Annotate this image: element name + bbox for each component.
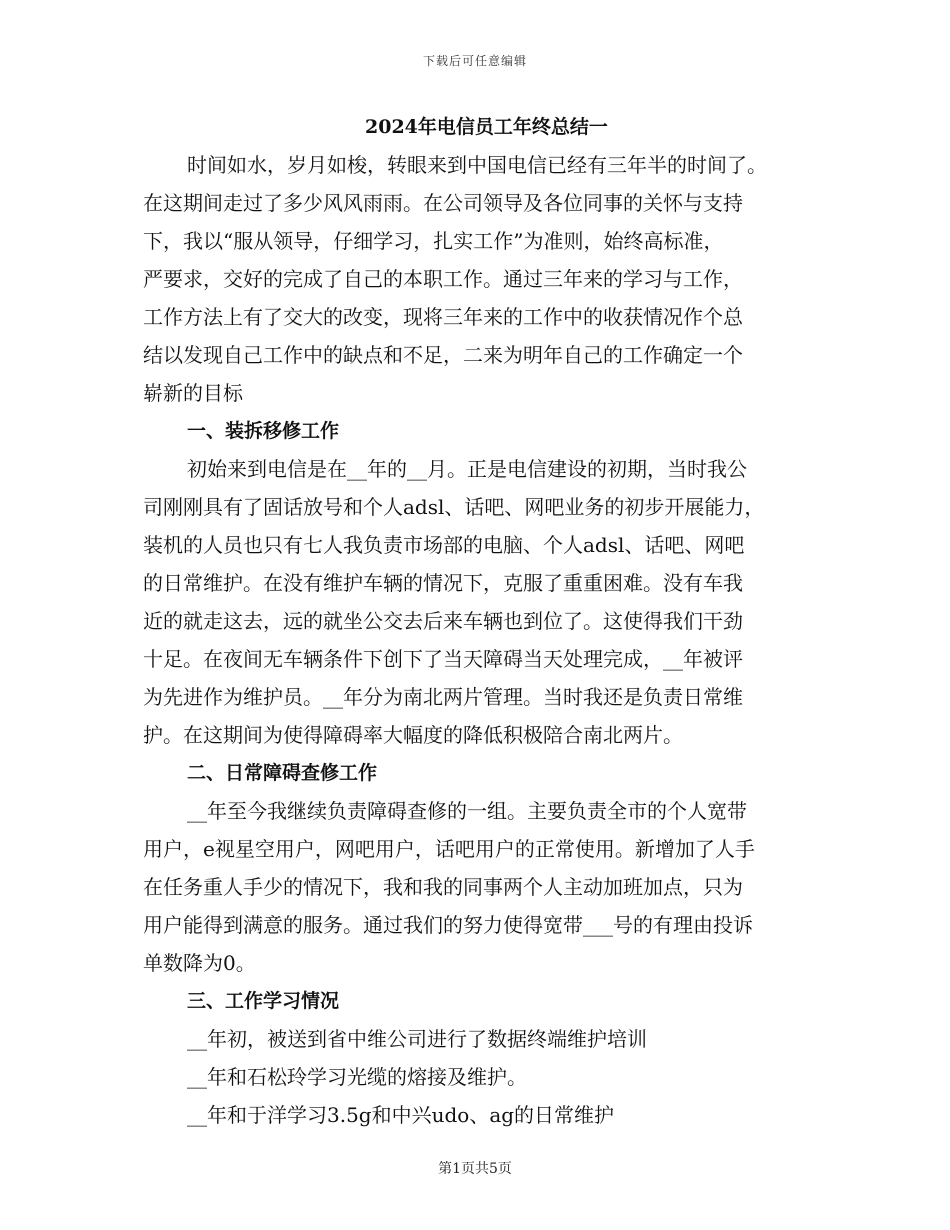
- text-line: __年至今我继续负责障碍查修的一组。主要负责全市的个人宽带: [187, 799, 747, 823]
- text-line: 严要求，交好的完成了自己的本职工作。通过三年来的学习与工作，: [143, 267, 743, 291]
- document-title: 2024年电信员工年终总结一: [365, 116, 608, 138]
- text-line: __年和于洋学习3.5g和中兴udo、ag的日常维护: [187, 1103, 615, 1127]
- section-heading-2: 二、日常障碍查修工作: [187, 762, 378, 784]
- document-body: [143, 108, 813, 1134]
- text-line: 护。在这期间为使得障碍率大幅度的降低积极陪合南北两片。: [143, 723, 683, 747]
- text-line: __年和石松玲学习光缆的熔接及维护。: [187, 1065, 527, 1089]
- section-2-paragraph: [143, 792, 813, 982]
- text-line: 下，我以“服从领导，仔细学习，扎实工作”为准则，始终高标准，: [143, 229, 724, 253]
- section-heading-1: 一、装拆移修工作: [187, 420, 340, 442]
- page-number: 第1页共5页: [438, 1161, 512, 1177]
- text-line: 用户能得到满意的服务。通过我们的努力使得宽带___号的有理由投诉: [143, 913, 753, 937]
- intro-paragraph: [143, 146, 813, 412]
- text-line: 结以发现自己工作中的缺点和不足，二来为明年自己的工作确定一个: [143, 343, 743, 367]
- section-heading-3: 三、工作学习情况: [187, 990, 340, 1012]
- text-line: 在这期间走过了多少风风雨雨。在公司领导及各位同事的关怀与支持: [143, 191, 743, 215]
- text-line: 近的就走这去，远的就坐公交去后来车辆也到位了。这使得我们干劲: [143, 609, 743, 633]
- text-line: __年初，被送到省中维公司进行了数据终端维护培训: [187, 1027, 647, 1051]
- header-note: 下载后可任意编辑: [422, 54, 527, 68]
- text-line: 用户，e视星空用户，网吧用户，话吧用户的正常使用。新增加了人手: [143, 837, 755, 861]
- text-line: 的日常维护。在没有维护车辆的情况下，克服了重重困难。没有车我: [143, 571, 743, 595]
- text-line: 在任务重人手少的情况下，我和我的同事两个人主动加班加点，只为: [143, 875, 743, 899]
- text-line: 司刚刚具有了固话放号和个人adsl、话吧、网吧业务的初步开展能力，: [143, 495, 765, 519]
- section-3-paragraph: [143, 1020, 813, 1134]
- text-line: 时间如水，岁月如梭，转眼来到中国电信已经有三年半的时间了。: [187, 153, 767, 177]
- text-line: 装机的人员也只有七人我负责市场部的电脑、个人adsl、话吧、网吧: [143, 533, 745, 557]
- text-line: 工作方法上有了交大的改变，现将三年来的工作中的收获情况作个总: [143, 305, 743, 329]
- text-line: 崭新的目标: [143, 381, 243, 405]
- text-line: 初始来到电信是在__年的__月。正是电信建设的初期，当时我公: [187, 457, 747, 481]
- text-line: 为先进作为维护员。__年分为南北两片管理。当时我还是负责日常维: [143, 685, 743, 709]
- section-1-paragraph: [143, 450, 813, 754]
- text-line: 单数降为0。: [143, 951, 256, 975]
- text-line: 十足。在夜间无车辆条件下创下了当天障碍当天处理完成，__年被评: [143, 647, 743, 671]
